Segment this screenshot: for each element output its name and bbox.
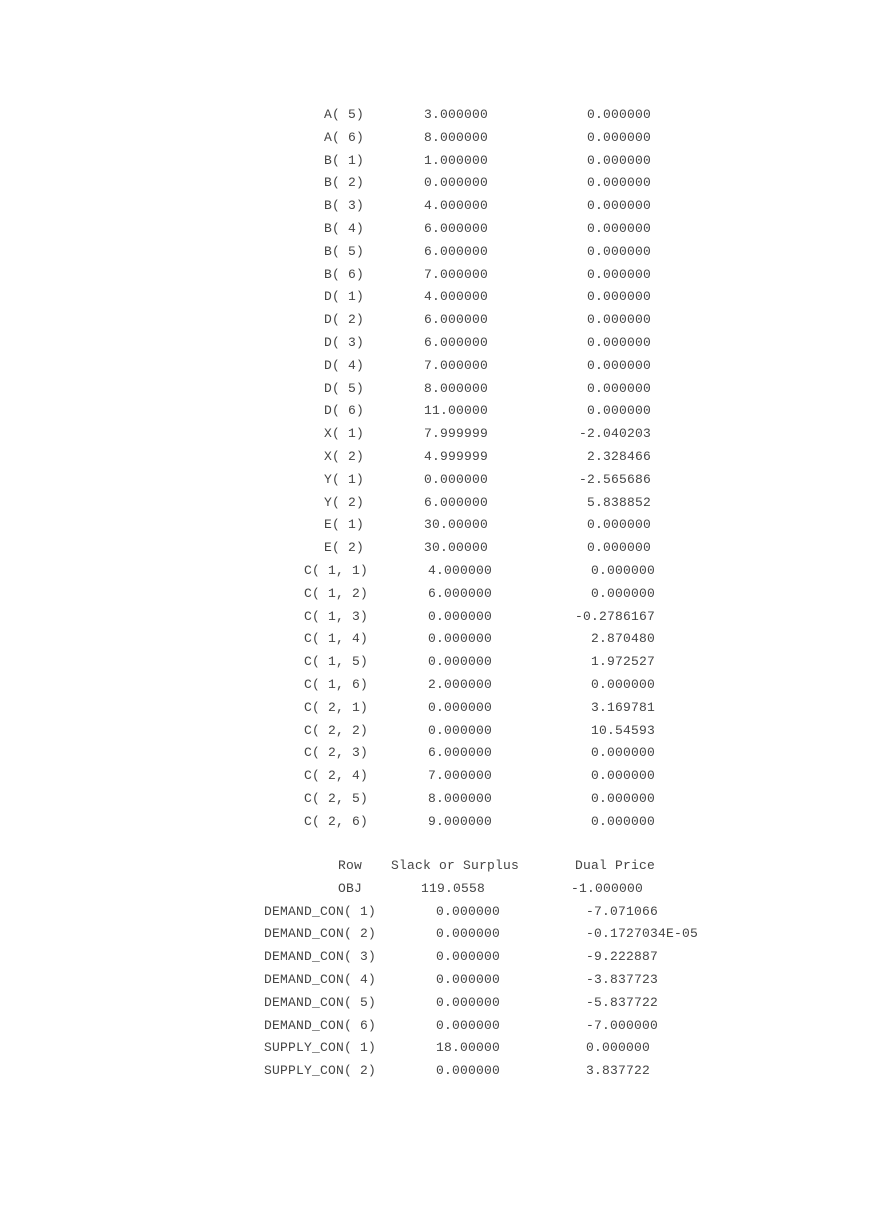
constraint-name: DEMAND_CON( 1) — [263, 903, 376, 919]
variable-row — [0, 514, 869, 537]
variable-value: 30.00000 — [424, 540, 489, 556]
dual-price-value: 3.837722 — [586, 1063, 651, 1079]
variable-value: 6.000000 — [424, 334, 489, 350]
variable-row — [0, 720, 869, 743]
variable-value: 6.000000 — [424, 243, 489, 259]
variable-value: 0.000000 — [428, 699, 493, 715]
variable-value: 11.00000 — [424, 403, 489, 419]
variable-reduced-cost: 0.000000 — [590, 562, 655, 578]
variable-name: D( 4) — [323, 357, 364, 373]
variable-row — [0, 492, 869, 515]
variable-value: 2.000000 — [428, 676, 493, 692]
variable-row — [0, 172, 869, 195]
variable-name: B( 1) — [323, 152, 364, 168]
constraint-row — [0, 901, 869, 924]
variable-reduced-cost: 0.000000 — [590, 790, 655, 806]
variable-row — [0, 446, 869, 469]
variable-name: C( 1, 5) — [303, 654, 368, 670]
variable-name: Y( 1) — [323, 471, 364, 487]
variable-name: A( 5) — [323, 107, 364, 122]
variable-row — [0, 788, 869, 811]
constraint-row — [0, 878, 869, 901]
variable-reduced-cost: 0.000000 — [586, 152, 651, 168]
variable-value: 0.000000 — [428, 631, 493, 647]
slack-or-surplus-value: 0.000000 — [436, 1017, 501, 1033]
constraint-name: DEMAND_CON( 2) — [263, 926, 376, 942]
variable-row — [0, 241, 869, 264]
variable-value: 9.000000 — [428, 813, 493, 829]
variables-table — [0, 104, 869, 834]
variable-reduced-cost: 0.000000 — [586, 517, 651, 533]
variable-name: X( 1) — [323, 426, 364, 442]
variable-row — [0, 309, 869, 332]
dual-price-value: -0.1727034E-05 — [586, 926, 699, 942]
variable-row — [0, 765, 869, 788]
variable-name: B( 3) — [323, 198, 364, 214]
variable-reduced-cost: 0.000000 — [590, 676, 655, 692]
variable-reduced-cost: 0.000000 — [590, 745, 655, 761]
constraint-name: SUPPLY_CON( 2) — [263, 1063, 376, 1079]
variable-reduced-cost: -0.2786167 — [574, 608, 655, 624]
constraint-row — [0, 1015, 869, 1038]
variable-row — [0, 697, 869, 720]
variable-name: D( 2) — [323, 312, 364, 328]
dual-price-value: -3.837723 — [586, 971, 659, 987]
dual-price-value: -7.071066 — [586, 903, 659, 919]
variable-name: D( 6) — [323, 403, 364, 419]
variable-value: 6.000000 — [428, 585, 493, 601]
variable-name: D( 5) — [323, 380, 364, 396]
variable-reduced-cost: -2.565686 — [578, 471, 651, 487]
variable-reduced-cost: 3.169781 — [590, 699, 655, 715]
variable-value: 4.999999 — [424, 448, 489, 464]
variable-value: 6.000000 — [424, 312, 489, 328]
variable-name: C( 1, 2) — [303, 585, 368, 601]
rows-table — [0, 855, 869, 1083]
variable-row — [0, 583, 869, 606]
variable-name: X( 2) — [323, 448, 364, 464]
variable-reduced-cost: 0.000000 — [586, 540, 651, 556]
variable-reduced-cost: 0.000000 — [586, 175, 651, 191]
rows-table-header — [0, 855, 869, 878]
dual-price-value: -9.222887 — [586, 949, 659, 965]
variable-row — [0, 218, 869, 241]
dual-price-value: -1.000000 — [571, 880, 644, 896]
variable-reduced-cost: 0.000000 — [586, 198, 651, 214]
variable-name: B( 6) — [323, 266, 364, 282]
variable-row — [0, 286, 869, 309]
variable-name: C( 1, 6) — [303, 676, 368, 692]
variable-row — [0, 400, 869, 423]
slack-or-surplus-value: 0.000000 — [436, 949, 501, 965]
variable-name: D( 1) — [323, 289, 364, 305]
variable-reduced-cost: 0.000000 — [586, 403, 651, 419]
dual-price-value: -7.000000 — [586, 1017, 659, 1033]
variable-row — [0, 811, 869, 834]
slack-or-surplus-value: 119.0558 — [421, 880, 486, 896]
variable-name: B( 5) — [323, 243, 364, 259]
variable-reduced-cost: 0.000000 — [586, 312, 651, 328]
variable-reduced-cost: 2.870480 — [590, 631, 655, 647]
variable-row — [0, 469, 869, 492]
variable-value: 8.000000 — [424, 380, 489, 396]
variable-value: 6.000000 — [424, 494, 489, 510]
variable-reduced-cost: 0.000000 — [586, 289, 651, 305]
constraint-name: SUPPLY_CON( 1) — [263, 1040, 376, 1056]
slack-column-header: Slack or Surplus — [391, 858, 520, 873]
slack-or-surplus-value: 0.000000 — [436, 971, 501, 987]
variable-value: 0.000000 — [424, 175, 489, 191]
variable-value: 3.000000 — [424, 107, 489, 122]
variable-reduced-cost: 2.328466 — [586, 448, 651, 464]
variable-reduced-cost: 0.000000 — [586, 357, 651, 373]
variable-row — [0, 537, 869, 560]
slack-or-surplus-value: 0.000000 — [436, 1063, 501, 1079]
variable-reduced-cost: 0.000000 — [586, 243, 651, 259]
variable-reduced-cost: 0.000000 — [586, 334, 651, 350]
dual-price-column-header: Dual Price — [575, 858, 656, 873]
variable-value: 7.999999 — [424, 426, 489, 442]
constraint-name: DEMAND_CON( 5) — [263, 994, 376, 1010]
variable-row — [0, 742, 869, 765]
variable-name: B( 2) — [323, 175, 364, 191]
variable-reduced-cost: 0.000000 — [586, 220, 651, 236]
variable-name: Y( 2) — [323, 494, 364, 510]
variable-reduced-cost: 1.972527 — [590, 654, 655, 670]
slack-or-surplus-value: 18.00000 — [436, 1040, 501, 1056]
constraint-name: DEMAND_CON( 6) — [263, 1017, 376, 1033]
variable-value: 7.000000 — [424, 266, 489, 282]
variable-row — [0, 560, 869, 583]
constraint-row — [0, 1060, 869, 1083]
variable-name: E( 1) — [323, 517, 364, 533]
variable-name: C( 2, 6) — [303, 813, 368, 829]
slack-or-surplus-value: 0.000000 — [436, 903, 501, 919]
variable-value: 8.000000 — [424, 129, 489, 145]
variable-row — [0, 150, 869, 173]
variable-row — [0, 332, 869, 355]
variable-row — [0, 651, 869, 674]
constraint-row — [0, 969, 869, 992]
variable-row — [0, 378, 869, 401]
variable-value: 4.000000 — [424, 289, 489, 305]
variable-row — [0, 104, 869, 127]
variable-reduced-cost: 0.000000 — [590, 585, 655, 601]
variable-value: 6.000000 — [424, 220, 489, 236]
slack-or-surplus-value: 0.000000 — [436, 994, 501, 1010]
variable-value: 0.000000 — [424, 471, 489, 487]
variable-value: 0.000000 — [428, 722, 493, 738]
variable-row — [0, 423, 869, 446]
variable-reduced-cost: 10.54593 — [590, 722, 655, 738]
variable-name: B( 4) — [323, 220, 364, 236]
dual-price-value: 0.000000 — [586, 1040, 651, 1056]
variable-name: C( 2, 3) — [303, 745, 368, 761]
variable-name: C( 2, 2) — [303, 722, 368, 738]
variable-row — [0, 195, 869, 218]
variable-value: 4.000000 — [424, 198, 489, 214]
variable-reduced-cost: 0.000000 — [586, 129, 651, 145]
variable-value: 7.000000 — [424, 357, 489, 373]
variable-row — [0, 264, 869, 287]
variable-name: C( 1, 1) — [303, 562, 368, 578]
variable-reduced-cost: 0.000000 — [586, 107, 651, 122]
row-column-header: Row — [337, 858, 362, 873]
variable-value: 0.000000 — [428, 608, 493, 624]
variable-value: 30.00000 — [424, 517, 489, 533]
constraint-name: DEMAND_CON( 4) — [263, 971, 376, 987]
variable-reduced-cost: 5.838852 — [586, 494, 651, 510]
variable-name: C( 2, 1) — [303, 699, 368, 715]
slack-or-surplus-value: 0.000000 — [436, 926, 501, 942]
variable-name: A( 6) — [323, 129, 364, 145]
constraint-row — [0, 1037, 869, 1060]
variable-name: C( 2, 5) — [303, 790, 368, 806]
variable-value: 7.000000 — [428, 768, 493, 784]
variable-row — [0, 628, 869, 651]
variable-reduced-cost: 0.000000 — [586, 266, 651, 282]
variable-name: D( 3) — [323, 334, 364, 350]
variable-value: 8.000000 — [428, 790, 493, 806]
variable-value: 1.000000 — [424, 152, 489, 168]
dual-price-value: -5.837722 — [586, 994, 659, 1010]
constraint-row — [0, 923, 869, 946]
constraint-row — [0, 946, 869, 969]
variable-value: 6.000000 — [428, 745, 493, 761]
variable-value: 0.000000 — [428, 654, 493, 670]
variable-row — [0, 127, 869, 150]
variable-reduced-cost: -2.040203 — [578, 426, 651, 442]
variable-row — [0, 606, 869, 629]
variable-name: E( 2) — [323, 540, 364, 556]
constraint-name: OBJ — [337, 880, 362, 896]
variable-value: 4.000000 — [428, 562, 493, 578]
variable-row — [0, 355, 869, 378]
constraint-name: DEMAND_CON( 3) — [263, 949, 376, 965]
variable-reduced-cost: 0.000000 — [590, 813, 655, 829]
variable-row — [0, 674, 869, 697]
variable-name: C( 2, 4) — [303, 768, 368, 784]
constraint-row — [0, 992, 869, 1015]
variable-reduced-cost: 0.000000 — [586, 380, 651, 396]
variable-reduced-cost: 0.000000 — [590, 768, 655, 784]
variable-name: C( 1, 4) — [303, 631, 368, 647]
variable-name: C( 1, 3) — [303, 608, 368, 624]
